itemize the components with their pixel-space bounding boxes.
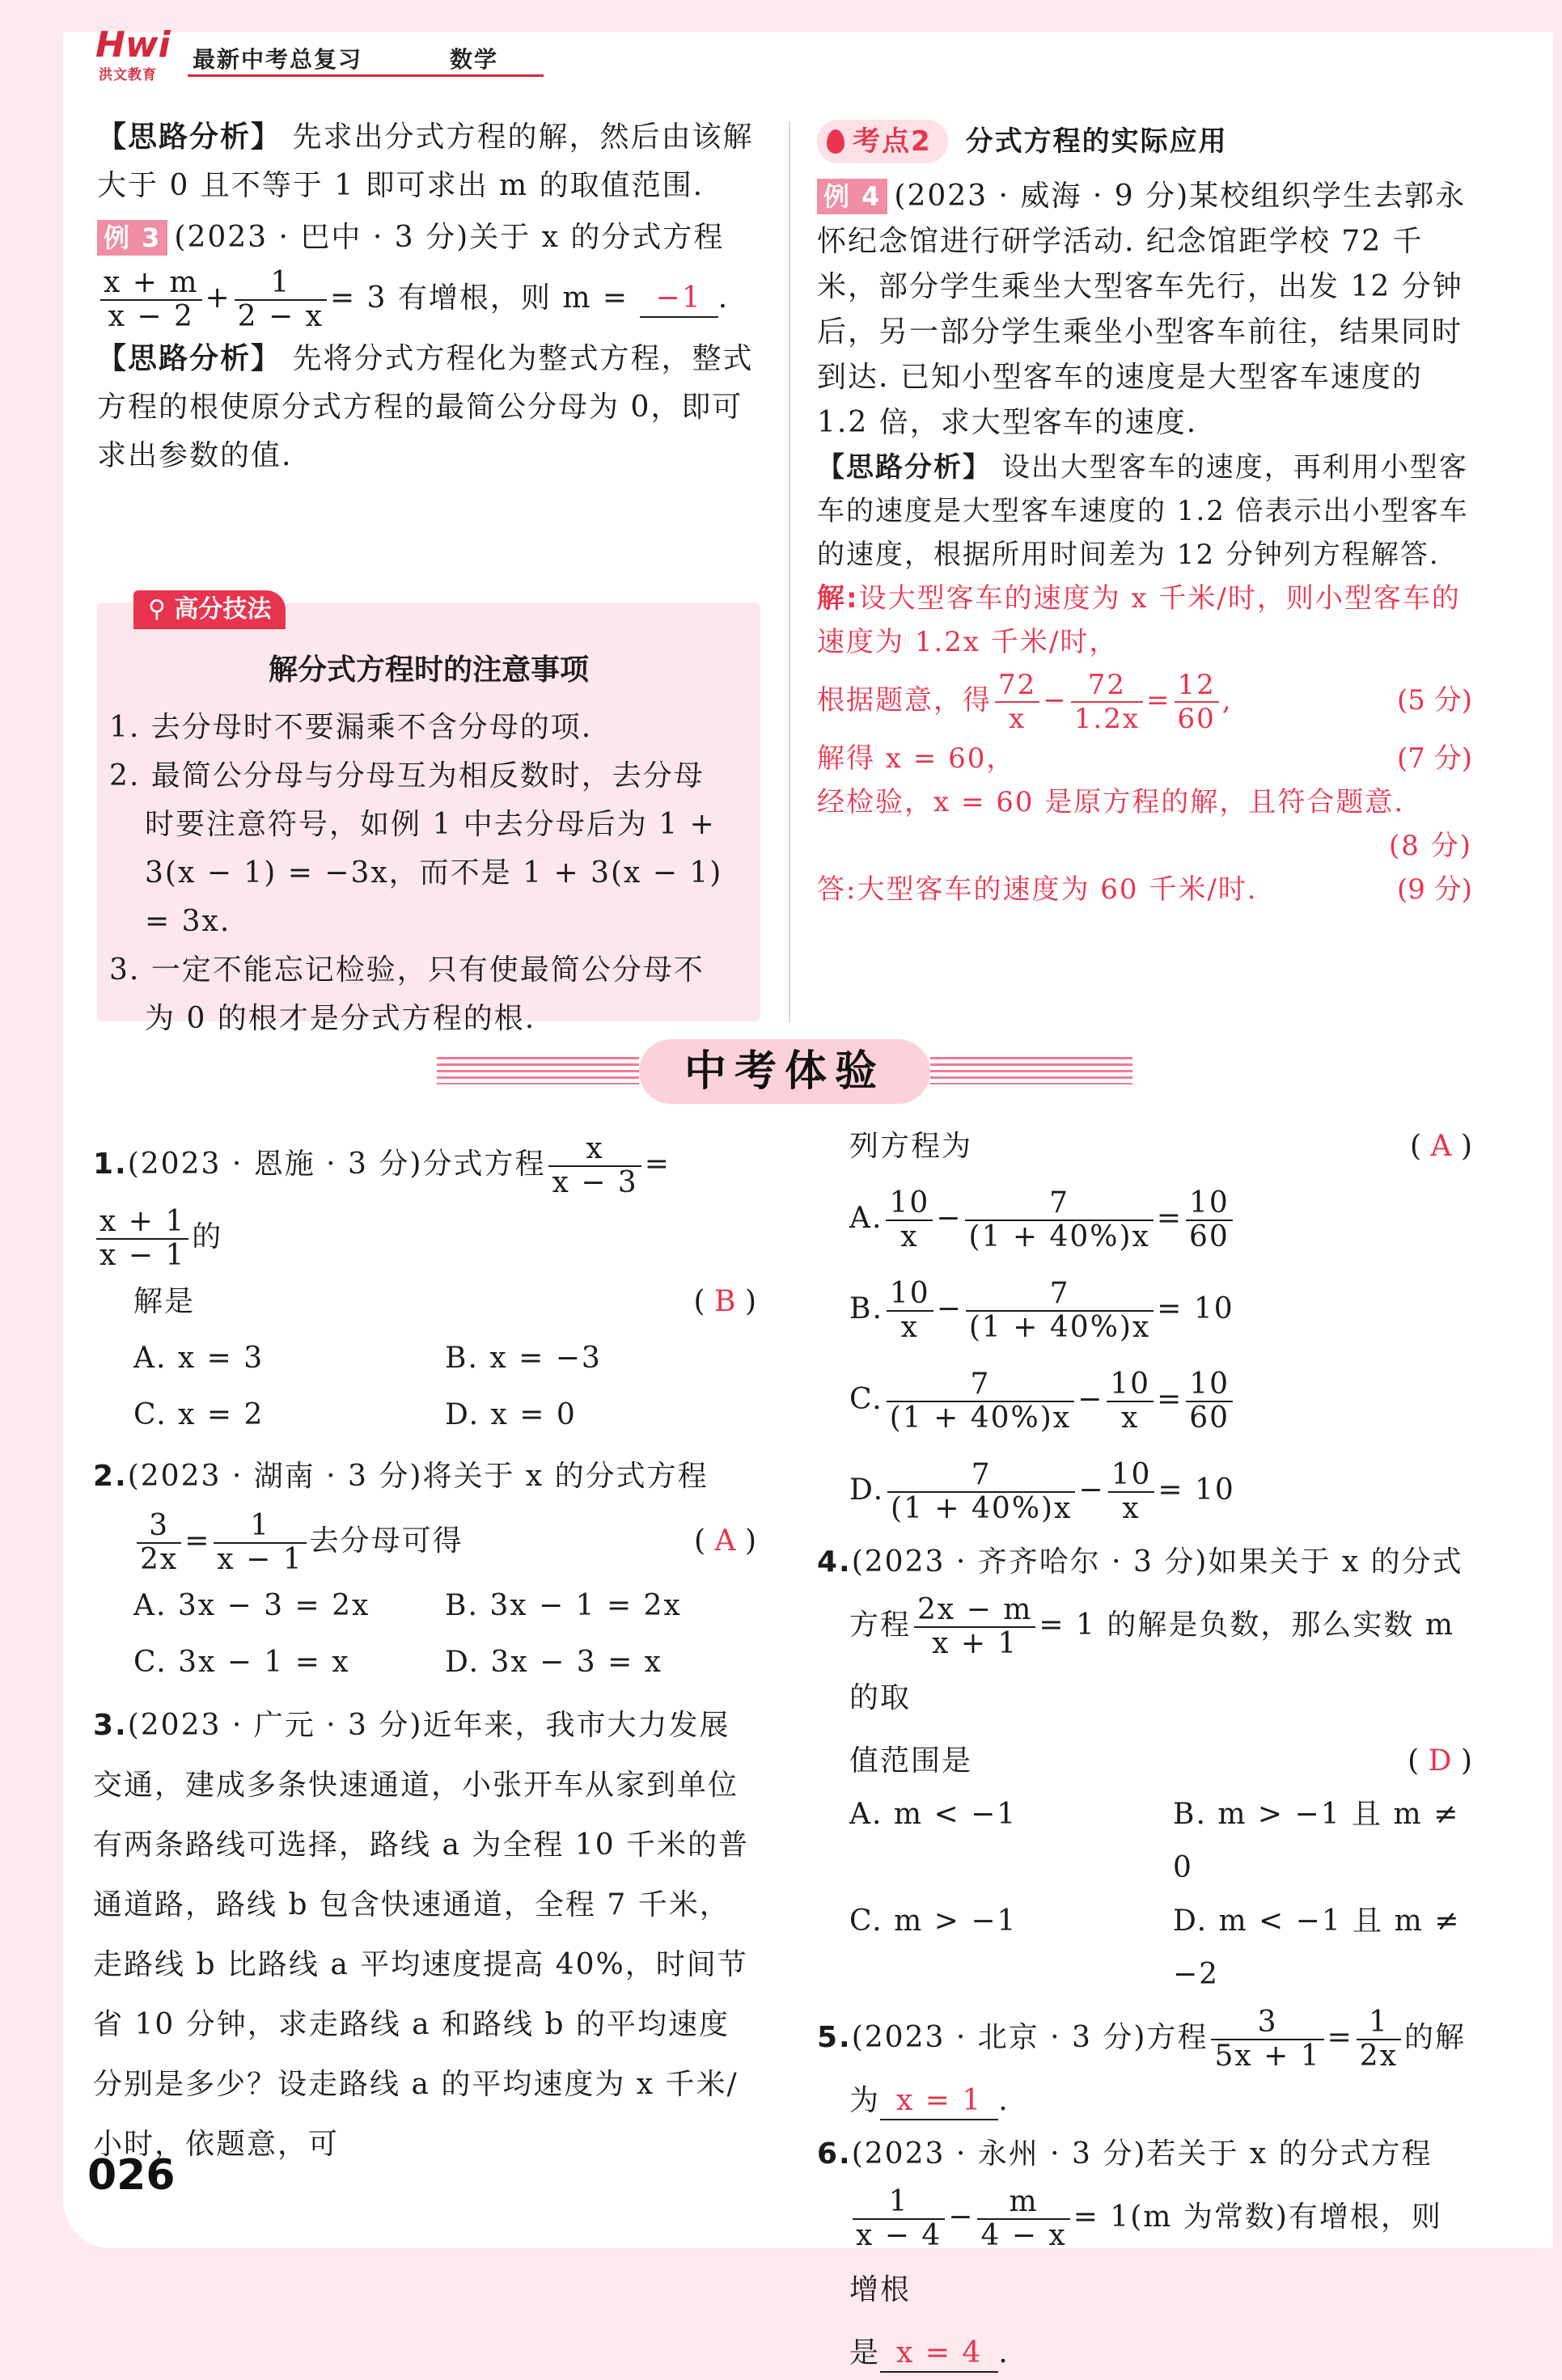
answer-paren: ( B ) xyxy=(693,1285,756,1318)
option: B. 3x − 1 = 2x xyxy=(445,1589,682,1622)
analysis-label: 【思路分析】 xyxy=(97,120,282,154)
equation-tail: = 3 有增根，则 m = xyxy=(329,281,629,315)
fraction: $\frac{3}{2x}$ xyxy=(137,1510,181,1576)
bottom-left-column: 1.(2023 · 恩施 · 3 分)分式方程 $\frac{x}{x - 3}$ = $\frac{x + 1}{x - 1}$ 的 解是 ( B ) A. x = 3 B. x = −3 C. x = 2 D. x = 0 2.(2023 · 湖南 · 3 分)将关于 x 的分式方程 $\frac{3}{2x}$ = $\frac{1}{x - 1}$ 去分母可得 ( A ) A. 3x − 3 = 2x B. 3x − 1 = 2x C. 3x − 1 = x D. 3x − 3 = x 3.(2023 · 广元 · 3 分)近年来，我市大力发展交通，建成多条快速通道，小张开车从家到单位有两条路线可选择，路线 a 为全程 10 千米的普通道路，路线 b 包含快速通道，全程 7 千米，走路线 b 比路线 a 平均速度提高 40%，时间节省 10 分钟，求走路线 a 和路线 b 的平均速度分别是多少？设走路线 a 的平均速度为 x 千米/小时，依题意，可 xyxy=(93,1132,756,2161)
solution-line: 解得 x = 60， xyxy=(817,742,1016,775)
analysis-label: 【思路分析】 xyxy=(817,451,992,484)
bottom-right-column: 列方程为 ( A ) A. $\frac{10}{x}$ − $\frac{7}{(1 + 40\%)x}$ = $\frac{10}{60}$ B. $\frac{10}{x}$ − $\frac{7}{(1 + 40\%)x}$ = 10 C. $\frac{7}{(1 + 40\%)x}$ − $\frac{10}{x}$ = $\frac{10}{60}$ D. $\frac{7}{(1 + 40\%)x}$ − $\frac{10}{x}$ = 10 4.(2023 · 齐齐哈尔 · 3 分)如果关于 x 的分式 方程 $\frac{2x - m}{x + 1}$ = 1 的解是负数，那么实数 m 的取 值范围是 ( D ) A. m < −1 B. m > −1 且 m ≠ 0 C. m > −1 D. m < −1 且 m ≠ −2 5.(2023 · 北京 · 3 分)方程 $\frac{3}{5x + 1}$ = $\frac{1}{2x}$ 的解 为 x = 1 . 6.(2023 · 永州 · 3 分)若关于 x 的分式方程 $\frac{1}{x - 4}$ − $\frac{m}{4 - x}$ = 1(m 为常数)有增根，则增根 是 x = 4 . xyxy=(849,1120,1472,2380)
solution-block: 解:设大型客车的速度为 x 千米/时，则小型客车的速度为 1.2x 千米/时， 根据题意，得 $\frac{72}{x}$ − $\frac{72}{1.2x}$ = $\frac{12}{60}$ , (5 分) 解得 x = 60， (7 分) 经检验，x = 60 是原方程的解，且符合题意. (8 分) 答:大型客车的速度为 60 千米/时. (9 分) xyxy=(817,577,1472,911)
option: A. x = 3 xyxy=(133,1342,265,1375)
answer-paren: ( A ) xyxy=(1410,1130,1472,1163)
fraction: $\frac{m}{4 - x}$ xyxy=(977,2186,1069,2252)
fraction: $\frac{3}{5x + 1}$ xyxy=(1211,2006,1323,2073)
fraction: $\frac{12}{60}$ xyxy=(1175,669,1219,735)
options-row xyxy=(93,1634,756,1691)
score: (5 分) xyxy=(1397,684,1472,717)
tip-item: 3. 一定不能忘记检验，只有使最简公分母不为 0 的根才是分式方程的根. xyxy=(109,953,705,1035)
question-source: (2023 · 北京 · 3 分)方程 xyxy=(851,2021,1209,2054)
options-row xyxy=(849,1788,1472,1895)
left-top-column: 【思路分析】 先求出分式方程的解，然后由该解大于 0 且不等于 1 即可求出 m 的取值范围. 例 3 (2023 · 巴中 · 3 分)关于 x 的分式方程 $\frac{x + m}{x - 2}$ + $\frac{1}{2 - x}$ = 3 有增根，则 m = −1 . 【思路分析】 先将分式方程化为整式方程，整式方程的根使原分式方程的最简公分母为 0，即可求出参数的值. xyxy=(97,120,754,472)
fraction: $\frac{1}{2 - x}$ xyxy=(235,267,327,333)
analysis-text: 先求出分式方程的解，然后由该解大于 0 且不等于 1 即可求出 m 的取值范围. xyxy=(97,120,754,202)
fraction: $\frac{2x - m}{x + 1}$ xyxy=(914,1594,1035,1660)
answer-choice: B xyxy=(714,1285,736,1318)
options-row xyxy=(93,1387,756,1444)
analysis-text: 先将分式方程化为整式方程，整式方程的根使原分式方程的最简公分母为 0，即可求出参数的值. xyxy=(97,342,754,472)
option: D. $\frac{7}{(1 + 40\%)x}$ − $\frac{10}{x}$ = 10 xyxy=(849,1458,1235,1525)
options-row xyxy=(849,1895,1472,2002)
question-number: 3. xyxy=(93,1709,128,1742)
option: D. x = 0 xyxy=(445,1398,577,1431)
right-top-column xyxy=(817,117,1472,911)
score: (8 分) xyxy=(1389,830,1472,862)
answer-choice: D xyxy=(1428,1744,1452,1778)
option: B. x = −3 xyxy=(445,1342,602,1375)
score: (9 分) xyxy=(1397,873,1472,906)
fraction: $\frac{1}{x - 4}$ xyxy=(853,2186,945,2252)
kaodian-title: 分式方程的实际应用 xyxy=(965,125,1228,158)
question-number: 4. xyxy=(817,1545,852,1579)
answer-paren: ( A ) xyxy=(694,1524,756,1558)
answer-blank: x = 4 xyxy=(880,2336,998,2373)
question-text: (2023 · 广元 · 3 分)近年来，我市大力发展交通，建成多条快速通道，小张开车从家到单位有两条路线可选择，路线 a 为全程 10 千米的普通道路，路线 b 包含快速通道，全程 7 千米，走路线 b 比路线 a 平均速度提高 40%，时间节省 10 分钟，求走路线 a 和路线 b 的平均速度分别是多少？设走路线 a 的平均速度为 x 千米/小时，依题意，可 xyxy=(93,1709,750,2161)
example-tag: 例 3 xyxy=(97,220,167,256)
banner-title: 中考体验 xyxy=(684,1047,885,1096)
tips-list xyxy=(109,704,724,1043)
option: C. x = 2 xyxy=(133,1398,265,1431)
analysis-text: 设出大型客车的速度，再利用小型客车的速度是大型客车速度的 1.2 倍表示出小型客车的速度，根据所用时间差为 12 分钟列方程解答. xyxy=(817,451,1469,571)
score: (7 分) xyxy=(1397,742,1472,775)
publisher-logo xyxy=(87,24,189,81)
option: D. 3x − 3 = x xyxy=(445,1646,662,1679)
question-source: (2023 · 齐齐哈尔 · 3 分)如果关于 x 的分式 xyxy=(851,1545,1463,1579)
drop-icon xyxy=(827,129,844,154)
fraction: $\frac{1}{2x}$ xyxy=(1357,2006,1401,2073)
fraction: $\frac{x + m}{x - 2}$ xyxy=(100,267,202,333)
fraction: $\frac{72}{x}$ xyxy=(995,669,1039,735)
solution-line: 设大型客车的速度为 x 千米/时，则小型客车的速度为 1.2x 千米/时， xyxy=(817,582,1461,658)
lightbulb-icon: ⚲ xyxy=(148,595,175,624)
brand-mark: Hwi xyxy=(95,24,171,66)
option: A. 3x − 3 = 2x xyxy=(133,1589,370,1622)
subject-label: 数学 xyxy=(450,46,499,73)
question-number: 6. xyxy=(817,2137,852,2171)
options-row xyxy=(93,1330,756,1387)
solution-line: 经检验，x = 60 是原方程的解，且符合题意. xyxy=(817,786,1405,818)
fraction: $\frac{1}{x - 1}$ xyxy=(214,1510,306,1576)
question-source: (2023 · 湖南 · 3 分)将关于 x 的分式方程 xyxy=(127,1460,709,1493)
answer-blank: −1 xyxy=(640,281,718,318)
solution-label: 解: xyxy=(817,582,859,615)
option: A. m < −1 xyxy=(849,1798,1018,1831)
question-source: (2023 · 永州 · 3 分)若关于 x 的分式方程 xyxy=(851,2137,1433,2171)
analysis-label: 【思路分析】 xyxy=(97,342,282,375)
option: A. $\frac{10}{x}$ − $\frac{7}{(1 + 40\%)x}$ = $\frac{10}{60}$ xyxy=(849,1173,1472,1264)
banner-lines-right xyxy=(930,1057,1132,1084)
question-number: 2. xyxy=(93,1460,128,1493)
tips-tab: ⚲ 高分技法 xyxy=(133,590,286,629)
tip-item: 1. 去分母时不要漏乘不含分母的项. xyxy=(109,711,593,744)
options-row xyxy=(93,1578,756,1634)
option: B. m > −1 且 m ≠ 0 xyxy=(1173,1798,1460,1884)
fraction: $\frac{x}{x - 3}$ xyxy=(548,1133,641,1199)
answer-blank: x = 1 xyxy=(880,2083,998,2120)
answer-choice: A xyxy=(714,1524,736,1558)
book-title: 最新中考总复习 xyxy=(193,46,363,73)
example-text: (2023 · 威海 · 9 分)某校组织学生去郭永怀纪念馆进行研学活动. 纪念馆距学校 72 千米，部分学生乘坐大型客车先行，出发 12 分钟后，另一部分学生乘坐小型客车前往，结果同时到达. 已知小型客车的速度是大型客车速度的 1.2 倍，求大型客车的速度. xyxy=(817,180,1467,439)
answer-paren: ( D ) xyxy=(1407,1744,1472,1778)
answer-choice: A xyxy=(1430,1130,1452,1163)
question-number: 1. xyxy=(93,1148,128,1181)
solution-line: 答:大型客车的速度为 60 千米/时. xyxy=(817,873,1258,906)
brand-sub: 洪文教育 xyxy=(99,67,157,83)
column-divider xyxy=(789,121,790,1023)
option: C. $\frac{7}{(1 + 40\%)x}$ − $\frac{10}{x}$ = $\frac{10}{60}$ xyxy=(849,1355,1472,1445)
kaodian-badge: 考点2 xyxy=(817,120,948,163)
option: D. m < −1 且 m ≠ −2 xyxy=(1173,1904,1461,1991)
banner-lines-left xyxy=(437,1057,639,1084)
fraction: $\frac{72}{1.2x}$ xyxy=(1071,669,1143,735)
tips-title: 解分式方程时的注意事项 xyxy=(268,653,589,687)
tip-item: 2. 最简公分母与分母互为相反数时，去分母时要注意符号，如例 1 中去分母后为 1 + 3(x − 1) = −3x，而不是 1 + 3(x − 1) = 3x. xyxy=(109,759,723,938)
page-number: 026 xyxy=(87,2151,176,2200)
example-source: (2023 · 巴中 · 3 分)关于 x 的分式方程 xyxy=(174,221,725,254)
example-tag: 例 4 xyxy=(817,179,887,214)
question-source: (2023 · 恩施 · 3 分)分式方程 xyxy=(127,1148,546,1181)
option: C. m > −1 xyxy=(849,1904,1018,1938)
header-underline xyxy=(188,74,544,77)
question-number: 5. xyxy=(817,2021,852,2054)
option: C. 3x − 1 = x xyxy=(133,1646,350,1679)
option: B. $\frac{10}{x}$ − $\frac{7}{(1 + 40\%)x}$ = 10 xyxy=(849,1277,1234,1344)
fraction: $\frac{x + 1}{x - 1}$ xyxy=(96,1206,188,1272)
section-banner xyxy=(437,1039,1132,1104)
